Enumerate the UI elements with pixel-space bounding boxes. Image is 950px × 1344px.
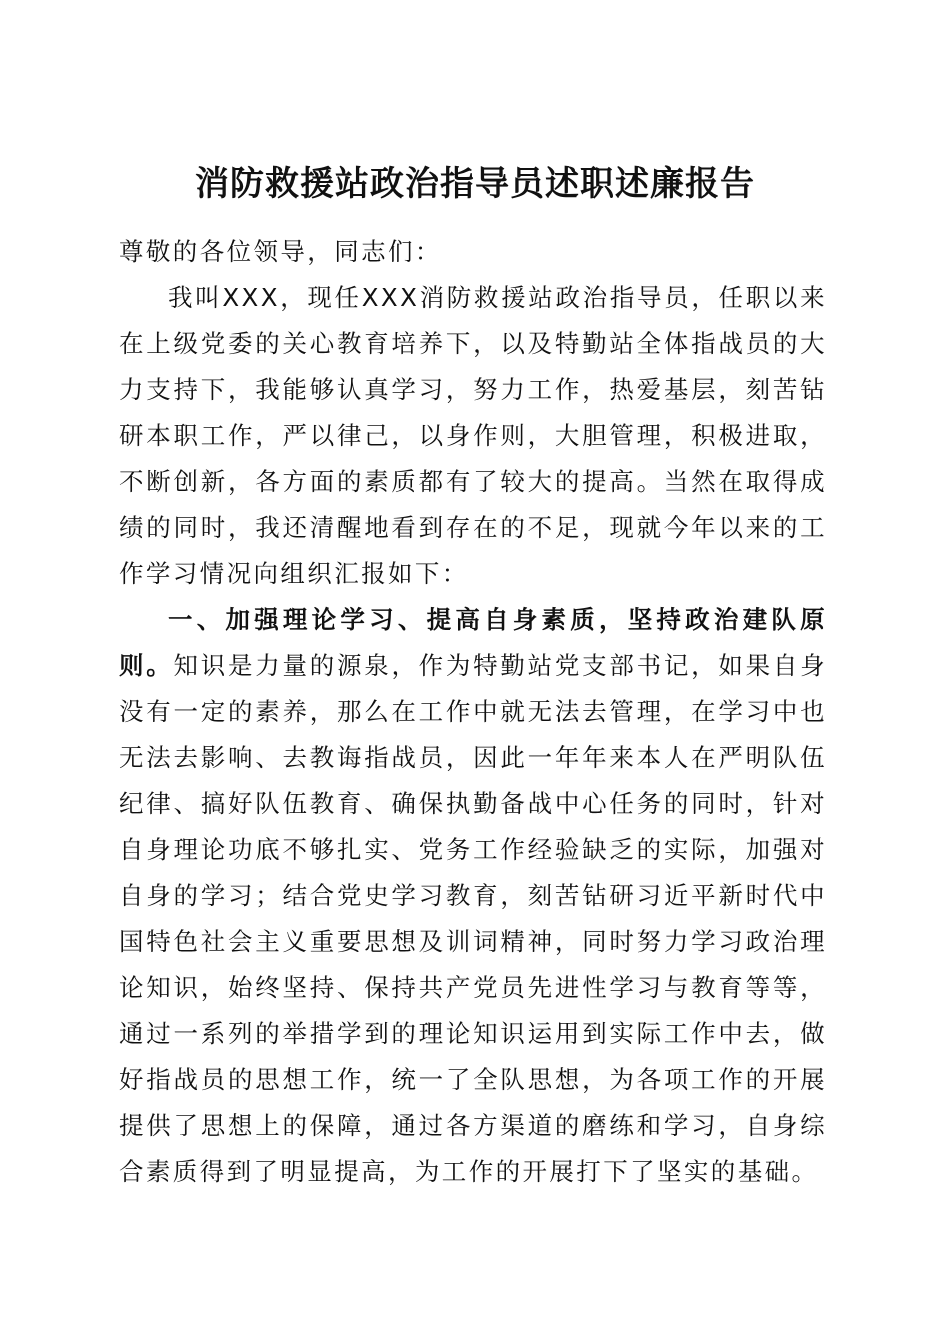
document-title: 消防救援站政治指导员述职述廉报告 (195, 163, 755, 204)
document-body (119, 229, 827, 1195)
section-1-paragraph (119, 597, 827, 1195)
section-1-body: 知识是力量的源泉，作为特勤站党支部书记，如果自身没有一定的素养，那么在工作中就无法去管理，在学习中也无法去影响、去教诲指战员，因此一年年来本人在严明队伍纪律、搞好队伍教育、确保执勤备战中心任务的同时，针对自身理论功底不够扎实、党务工作经验缺乏的实际，加强对自身的学习；结合党史学习教育，刻苦钻研习近平新时代中国特色社会主义重要思想及训词精神，同时努力学习政治理论知识，始终坚持、保持共产党员先进性学习与教育等等，通过一系列的举措学到的理论知识运用到实际工作中去，做好指战员的思想工作，统一了全队思想，为各项工作的开展提供了思想上的保障，通过各方渠道的磨练和学习，自身综合素质得到了明显提高，为工作的开展打下了坚实的基础。 (119, 651, 827, 1186)
intro-paragraph: 我叫XXX，现任XXX消防救援站政治指导员，任职以来在上级党委的关心教育培养下，以及特勤站全体指战员的大力支持下，我能够认真学习，努力工作，热爱基层，刻苦钻研本职工作，严以律己，以身作则，大胆管理，积极进取，不断创新，各方面的素质都有了较大的提高。当然在取得成绩的同时，我还清醒地看到存在的不足，现就今年以来的工作学习情况向组织汇报如下： (119, 283, 827, 588)
salutation: 尊敬的各位领导，同志们： (119, 237, 442, 266)
section-1-heading: 一、加强理论学习、提高自身素质，坚持政治建队原则。 (119, 605, 827, 680)
